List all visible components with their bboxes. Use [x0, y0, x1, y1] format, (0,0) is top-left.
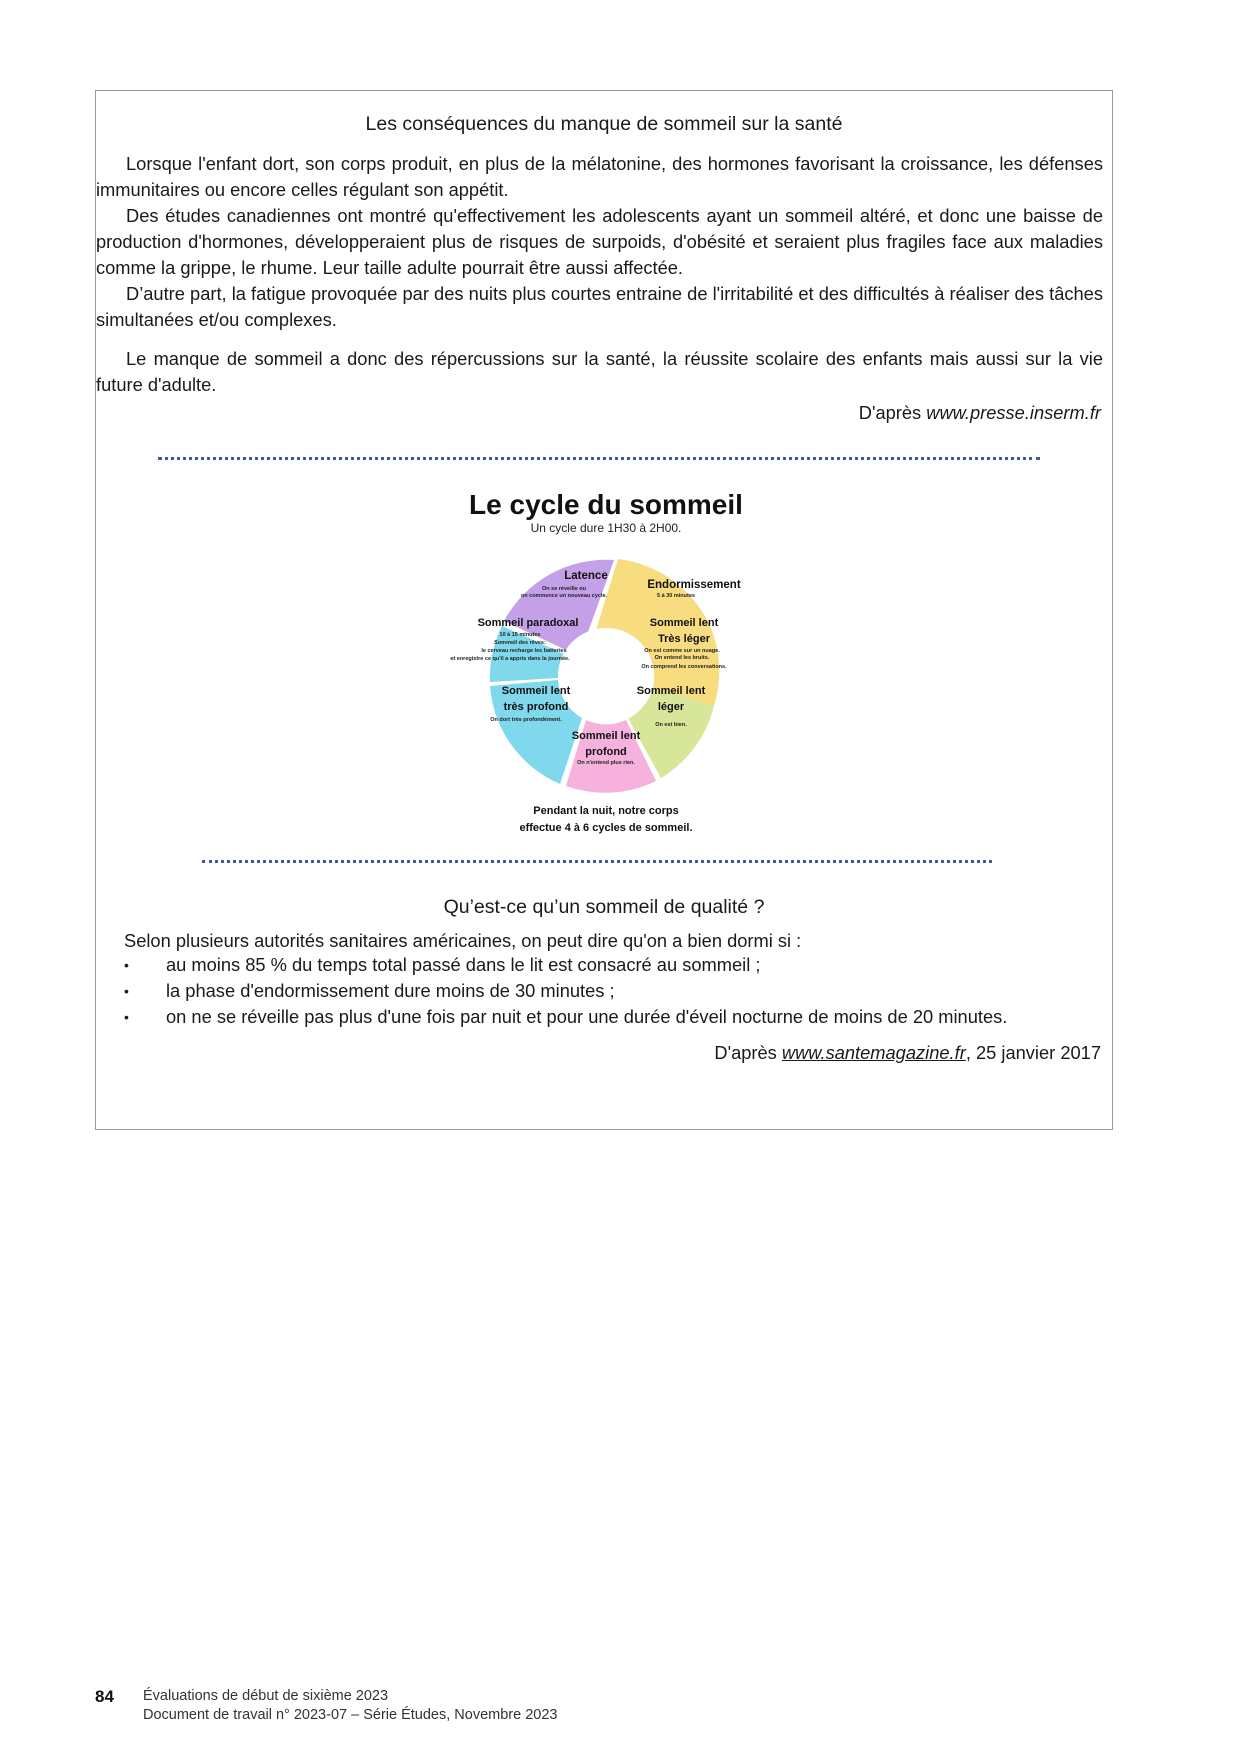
label-tres-leger-2: Très léger [658, 633, 710, 645]
article1-paragraph-4: Le manque de sommeil a donc des répercussions sur la santé, la réussite scolaire des enfants mais aussi sur la vie future d'adulte. [96, 348, 1103, 395]
sleep-cycle-infographic [396, 476, 816, 936]
infographic-footer-2: effectue 4 à 6 cycles de sommeil. [519, 822, 693, 834]
list-item: • la phase d'endormissement dure moins de 30 minutes ; [124, 978, 1104, 1004]
label-leger-2: léger [657, 701, 685, 713]
bullet: • [124, 1009, 129, 1025]
article1-paragraph-3: D’autre part, la fatigue provoquée par des nuits plus courtes entraine de l'irritabilité et des difficultés à réaliser des tâches simultanées et/ou complexes. [96, 283, 1103, 330]
note-profond: On n'entend plus rien. [577, 760, 635, 766]
note-leger: On est bien. [655, 722, 687, 728]
note-tres-leger-3: On comprend les conversations. [641, 664, 727, 670]
note-paradoxal-2: Sommeil des rêves: [494, 640, 546, 646]
bullet: • [124, 983, 129, 999]
quality-criteria-list [124, 952, 1104, 1030]
note-tres-profond: On dort très profondément. [490, 717, 562, 723]
note-tres-leger-1: On est comme sur un nuage. [644, 648, 720, 654]
article2-source-link[interactable]: www.santemagazine.fr [781, 1042, 966, 1063]
label-tres-profond-1: Sommeil lent [501, 685, 571, 697]
infographic-title: Le cycle du sommeil [469, 489, 743, 520]
article2-source: D'après www.santemagazine.fr, 25 janvier 2017 [714, 1042, 1101, 1063]
note-paradoxal-4: et enregistre ce qu'il a appris dans la journée. [450, 656, 570, 662]
note-tres-leger-2: On entend les bruits. [654, 655, 710, 661]
bullet: • [124, 957, 129, 973]
infographic-footer-1: Pendant la nuit, notre corps [533, 805, 679, 817]
label-tres-leger-1: Sommeil lent [649, 617, 719, 629]
note-latence-1: On se réveille ou [541, 586, 587, 592]
label-latence: Latence [564, 570, 608, 582]
footer-text [143, 1687, 557, 1725]
document-frame [95, 90, 1113, 1130]
dotted-separator-bottom [202, 860, 992, 863]
footer-line-2: Document de travail n° 2023-07 – Série Études, Novembre 2023 [143, 1707, 558, 1723]
article1-source-site: www.presse.inserm.fr [926, 402, 1101, 423]
footer-line-1: Évaluations de début de sixième 2023 [143, 1688, 389, 1704]
dotted-separator-top [158, 457, 1040, 460]
article1-paragraph-2: Des études canadiennes ont montré qu'effectivement les adolescents ayant un sommeil altéré, et donc une baisse de production d'hormones, développeraient plus de risques de surpoids, d'obésité et seraient plus fragiles face aux maladies comme la grippe, le rhume. Leur taille adulte pourrait être aussi affectée. [96, 205, 1103, 278]
note-paradoxal-3: le cerveau recharge les batteries [481, 648, 567, 654]
note-latence-2: on commence un nouveau cycle. [520, 593, 608, 599]
label-profond-2: profond [585, 746, 627, 758]
list-item: • au moins 85 % du temps total passé dans le lit est consacré au sommeil ; [124, 952, 1104, 978]
list-item: • on ne se réveille pas plus d'une fois par nuit et pour une durée d'éveil nocturne de moins de 20 minutes. [124, 1004, 1104, 1030]
note-endormissement: 5 à 30 minutes [657, 593, 695, 599]
label-paradoxal: Sommeil paradoxal [477, 617, 579, 629]
label-tres-profond-2: très profond [503, 701, 569, 713]
note-paradoxal-1: 10 à 15 minutes [499, 632, 541, 638]
article2-intro: Selon plusieurs autorités sanitaires américaines, on peut dire qu'on a bien dormi si : [124, 930, 802, 951]
page-number: 84 [95, 1687, 114, 1706]
label-endormissement: Endormissement [647, 579, 741, 591]
article1-source: D'après www.presse.inserm.fr [858, 402, 1101, 423]
article2-title: Qu’est-ce qu’un sommeil de qualité ? [443, 896, 765, 918]
article1-title: Les conséquences du manque de sommeil sur la santé [365, 113, 843, 135]
label-profond-1: Sommeil lent [571, 730, 641, 742]
label-leger-1: Sommeil lent [636, 685, 706, 697]
infographic-subtitle: Un cycle dure 1H30 à 2H00. [530, 521, 682, 535]
article1-paragraph-1: Lorsque l'enfant dort, son corps produit, en plus de la mélatonine, des hormones favorisant la croissance, les défenses immunitaires ou encore celles régulant son appétit. [96, 153, 1103, 200]
